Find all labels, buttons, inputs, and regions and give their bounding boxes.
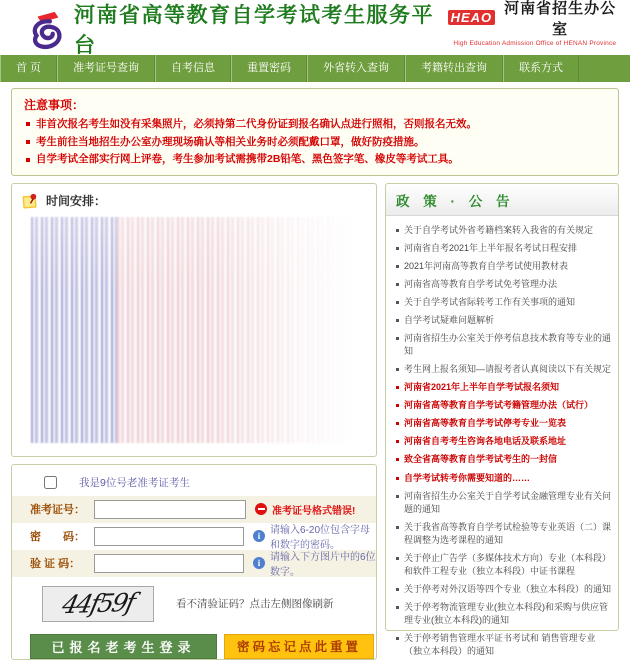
captcha-row [12,550,376,577]
schedule-title: 时间安排： [46,193,107,208]
password-label: 密 码： [30,531,85,544]
heao-logo-icon: HEAO [448,10,496,25]
announcements-panel [385,183,619,657]
nav-item[interactable]: 重置密码 [231,55,307,82]
announcement-text: 河南省高等教育自学考试停考专业一览表 [404,418,567,429]
ticket-error-message [255,502,355,517]
bullet-icon [396,495,399,498]
login-panel [11,464,377,660]
announcement-link[interactable] [396,472,612,485]
announcement-text: 河南省2021年上半年自学考试报名须知 [404,382,560,393]
page-title: 河南省高等教育自学考试考生服务平台 [74,3,434,57]
login-buttons-row [12,625,376,659]
announcement-link[interactable] [396,242,612,255]
old-ticket-label: 我是9位号老准考证考生 [79,476,190,489]
bullet-icon [396,386,399,389]
info-icon [253,530,265,542]
announcements-title: 政 策 · 公 告 [386,184,618,216]
notice-item-text: 非首次报名考生如没有采集照片，必须持第二代身份证到报名确认点进行照相，否则报名无效。 [36,118,477,130]
bullet-icon [396,422,399,425]
announcement-text: 关于我省高等教育自学考试检验等专业英语（二）课程调整为选考课程的通知 [404,521,612,545]
right-column [385,183,619,657]
bullet-icon [396,368,399,371]
announcement-link[interactable] [396,417,612,430]
bullet-icon [396,319,399,322]
ticket-input[interactable] [94,500,246,519]
announcement-text: 关于停考物流管理专业(独立本科段)和采购与供应管理专业(独立本科段)的通知 [404,601,608,625]
captcha-image-row [12,577,376,625]
announcement-link[interactable] [396,314,612,327]
ticket-row [12,496,376,523]
announcement-text: 关于停考对外汉语等四个专业（独立本科段）的通知 [404,583,612,594]
announcement-text: 考生网上报名须知—请报考者认真阅读以下有关规定 [404,364,612,375]
bullet-icon [396,283,399,286]
site-header [0,0,630,55]
bullet-icon [26,140,30,144]
password-row [12,523,376,550]
captcha-hint-message [253,548,376,578]
error-icon [255,503,267,515]
notice-box [11,88,619,176]
password-hint-text: 请输入6-20位包含字母和数字的密码。 [270,525,371,552]
schedule-image-fade [21,217,367,449]
captcha-hint-text: 请输入下方图片中的6位数字。 [270,552,376,579]
notice-item [24,116,606,134]
bullet-icon [396,588,399,591]
notice-item-text: 自学考试全部实行网上评卷，考生参加考试需携带2B铅笔、黑色签字笔、橡皮等考试工具。 [36,153,459,166]
bullet-icon [396,458,399,461]
captcha-refresh-hint: 看不清验证码？点击左侧图像刷新 [176,598,334,611]
captcha-label: 验 证 码： [30,558,81,571]
old-ticket-row [12,468,376,496]
bullet-icon [396,637,399,640]
nav-item[interactable]: 自考信息 [155,55,231,82]
main-content [11,183,619,657]
captcha-text: 44f59f [59,588,137,620]
bullet-icon [26,158,30,162]
announcement-link[interactable] [396,363,612,376]
bullet-icon [396,557,399,560]
site-logo-icon [26,8,68,50]
announcement-link[interactable] [396,601,612,627]
bullet-icon [396,247,399,250]
announcement-link[interactable] [396,435,612,448]
notice-item [24,151,606,169]
announcement-link[interactable] [396,521,612,547]
reset-password-button[interactable]: 密码忘记点此重置 [224,634,374,659]
bullet-icon [396,440,399,443]
pushpin-icon [21,191,40,210]
captcha-image[interactable] [42,586,154,622]
bullet-icon [396,265,399,268]
announcement-text: 河南省高等教育自学考试免考管理办法 [404,279,558,290]
announcement-link[interactable] [396,332,612,358]
announcement-text: 河南省招生办公室关于停考信息技术教育等专业的通知 [404,333,612,357]
ticket-label: 准考证号： [30,504,85,517]
org-subtitle: High Education Admission Office of HENAN Province [453,39,617,47]
announcement-link[interactable] [396,632,612,658]
announcement-link[interactable] [396,260,612,273]
password-hint-message [253,521,376,551]
left-column [11,183,377,655]
bullet-icon [396,606,399,609]
bullet-icon [396,477,399,480]
announcement-link[interactable] [396,490,612,516]
nav-item[interactable]: 首 页 [0,55,57,82]
schedule-image [21,217,367,449]
nav-item[interactable]: 考籍转出查询 [405,55,503,82]
nav-item[interactable]: 准考证号查询 [57,55,155,82]
password-input[interactable] [94,527,244,546]
announcement-link[interactable] [396,583,612,596]
info-icon [253,557,265,569]
ticket-error-text: 准考证号格式错误! [272,505,356,517]
announcement-text: 2021年河南高等教育自学考试使用教材表 [404,260,569,271]
announcement-link[interactable] [396,224,612,237]
old-ticket-checkbox[interactable] [44,476,57,489]
announcement-link[interactable] [396,296,612,309]
notice-title: 注意事项： [24,98,85,112]
nav-item[interactable]: 联系方式 [503,55,579,82]
announcement-text: 关于自学考试省际转考工作有关事项的通知 [404,297,576,308]
bullet-icon [26,122,30,126]
bullet-icon [396,404,399,407]
announcement-text: 河南省自考考生咨询各地电话及联系地址 [404,436,567,447]
notice-list [24,116,606,169]
bullet-icon [396,301,399,304]
notice-item-text: 考生前往当地招生办公室办理现场确认等相关业务时必须配戴口罩，做好防疫措施。 [36,135,425,148]
announcement-link[interactable] [396,399,612,412]
nav-item[interactable]: 外省转入查询 [307,55,405,82]
announcement-text: 自学考试转考你需要知道的…… [404,472,531,483]
announcement-text: 河南省高等教育自学考试考籍管理办法（试行） [404,400,594,411]
announcement-link[interactable] [396,453,612,466]
announcement-text: 关于自学考试外省考籍档案转入我省的有关规定 [404,224,594,235]
schedule-header [21,191,367,210]
org-logo [448,0,624,47]
announcement-text: 自学考试疑难问题解析 [404,315,495,326]
schedule-panel [11,183,377,457]
main-nav [0,55,630,82]
bullet-icon [396,526,399,529]
announcement-text: 关于停止广告学（多媒体技术方向）专业（本科段）和软件工程专业（独立本科段）中证书课程 [404,552,612,576]
announcements-list [386,216,618,669]
announcement-link[interactable] [396,552,612,578]
notice-item [24,134,606,152]
org-name: 河南省招生办公室 [504,0,617,38]
announcement-text: 关于停考销售管理水平证书考试和 销售管理专业（独立本科段）的通知 [404,633,596,657]
announcement-text: 河南省自考2021年上半年报名考试日程安排 [404,242,578,253]
bullet-icon [396,229,399,232]
announcement-text: 致全省高等教育自学考试考生的一封信 [404,454,558,465]
announcement-text: 河南省招生办公室关于自学考试金融管理专业有关问题的通知 [404,490,612,514]
announcement-link[interactable] [396,278,612,291]
login-button[interactable]: 已报名老考生登录 [30,634,217,659]
bullet-icon [396,337,399,340]
announcement-link[interactable] [396,381,612,394]
captcha-input[interactable] [94,554,244,573]
